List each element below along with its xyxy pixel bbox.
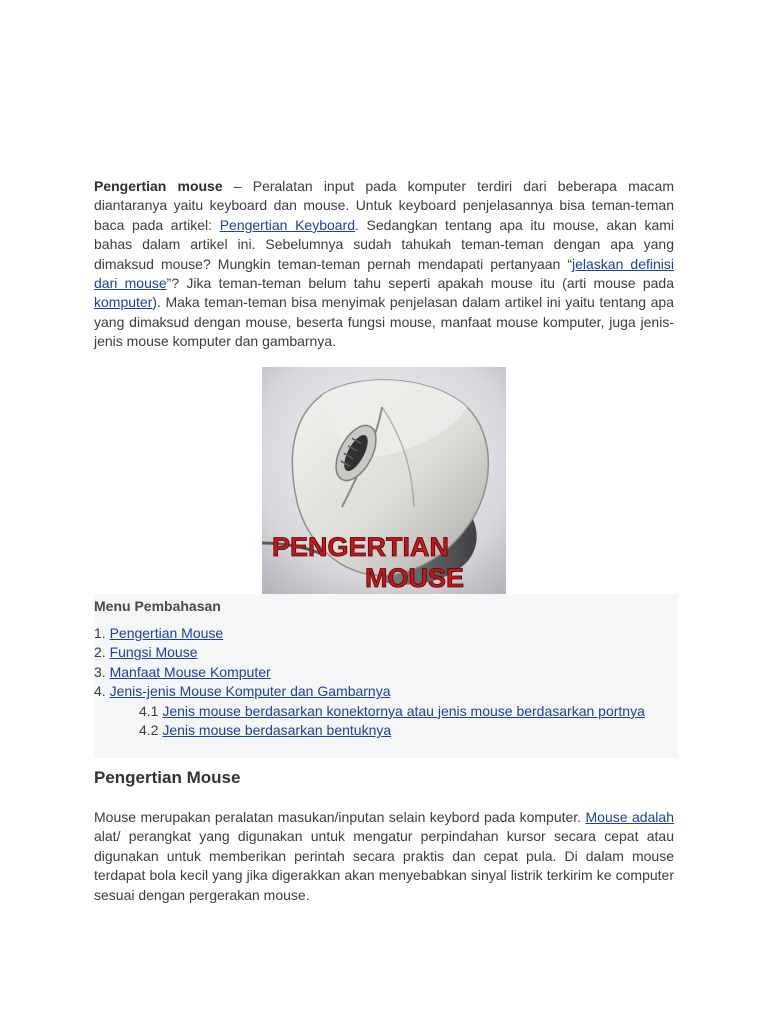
toc-link-fungsi-mouse[interactable]: Fungsi Mouse	[109, 644, 198, 661]
toc-item-number: 2.	[94, 644, 110, 661]
toc-link-jenis-bentuk[interactable]: Jenis mouse berdasarkan bentuknya	[162, 722, 392, 739]
section-text-1: Mouse merupakan peralatan masukan/inputan selain keybord pada komputer.	[94, 809, 586, 825]
toc-subitem	[94, 721, 678, 740]
table-of-contents	[94, 594, 678, 758]
toc-subitem-number: 4.2	[139, 722, 163, 739]
toc-item-number: 1.	[94, 625, 110, 641]
toc-item	[94, 682, 678, 701]
mouse-illustration	[262, 367, 506, 595]
toc-subitem-number: 4.1	[139, 702, 163, 719]
intro-text-3: ”? Jika teman-teman belum tahu seperti apakah mouse itu (arti mouse pada	[166, 275, 674, 292]
intro-bold-term: Pengertian mouse	[94, 178, 223, 194]
toc-item-number: 3.	[94, 663, 110, 680]
intro-text-4: ). Maka teman-teman bisa menyimak penjelasan dalam artikel ini yaitu tentang apa yang dimaksud dengan mouse, beserta fungsi mouse, manfaat mouse komputer, juga jenis-jenis mouse komputer dan gambarnya.	[94, 294, 674, 350]
toc-subitem	[94, 702, 675, 721]
link-definisi-mouse[interactable]: jelaskan definisi dari mouse	[94, 255, 674, 292]
section-heading: Pengertian Mouse	[94, 768, 241, 787]
toc-item	[94, 624, 678, 643]
toc-link-jenis-mouse[interactable]: Jenis-jenis Mouse Komputer dan Gambarnya	[109, 683, 391, 700]
link-komputer[interactable]: komputer	[94, 294, 153, 311]
link-mouse-adalah[interactable]: Mouse adalah	[585, 809, 674, 825]
intro-text-1: – Peralatan input pada komputer terdiri dari beberapa macam diantaranya yaitu keyboard dan mouse. Untuk keyboard penjelasannya bisa teman-teman baca pada artikel:	[94, 178, 675, 233]
toc-link-pengertian-mouse[interactable]: Pengertian Mouse	[109, 625, 224, 641]
image-caption-line2: MOUSE	[365, 563, 465, 593]
toc-title: Menu Pembahasan	[94, 598, 221, 614]
section-paragraph	[94, 808, 674, 905]
toc-link-manfaat-mouse[interactable]: Manfaat Mouse Komputer	[109, 663, 271, 680]
intro-text-2: . Sedangkan tentang apa itu mouse, akan kami bahas dalam artikel ini. Sebelumnya sudah tahukah teman-teman dengan apa yang dimaksud mouse? Mungkin teman-teman pernah mendapati pertanyaan “	[94, 216, 675, 272]
intro-paragraph	[94, 177, 674, 352]
toc-item	[94, 663, 678, 682]
image-caption-line1: PENGERTIAN	[272, 532, 450, 562]
toc-item-number: 4.	[94, 683, 110, 700]
section-text-2: alat/ perangkat yang digunakan untuk mengatur perpindahan kursor secara cepat atau digunakan untuk memberikan perintah secara praktis dan cepat pula. Di dalam mouse terdapat bola kecil yang jika digerakkan akan menyebabkan sinyal listrik terkirim ke computer sesuai dengan pergerakan mouse.	[94, 828, 674, 903]
toc-link-jenis-konektor[interactable]: Jenis mouse berdasarkan konektornya atau jenis mouse berdasarkan portnya	[162, 702, 645, 719]
toc-list	[94, 624, 678, 740]
toc-item	[94, 643, 678, 662]
link-pengertian-keyboard[interactable]: Pengertian Keyboard	[219, 216, 356, 233]
mouse-image	[262, 367, 506, 595]
